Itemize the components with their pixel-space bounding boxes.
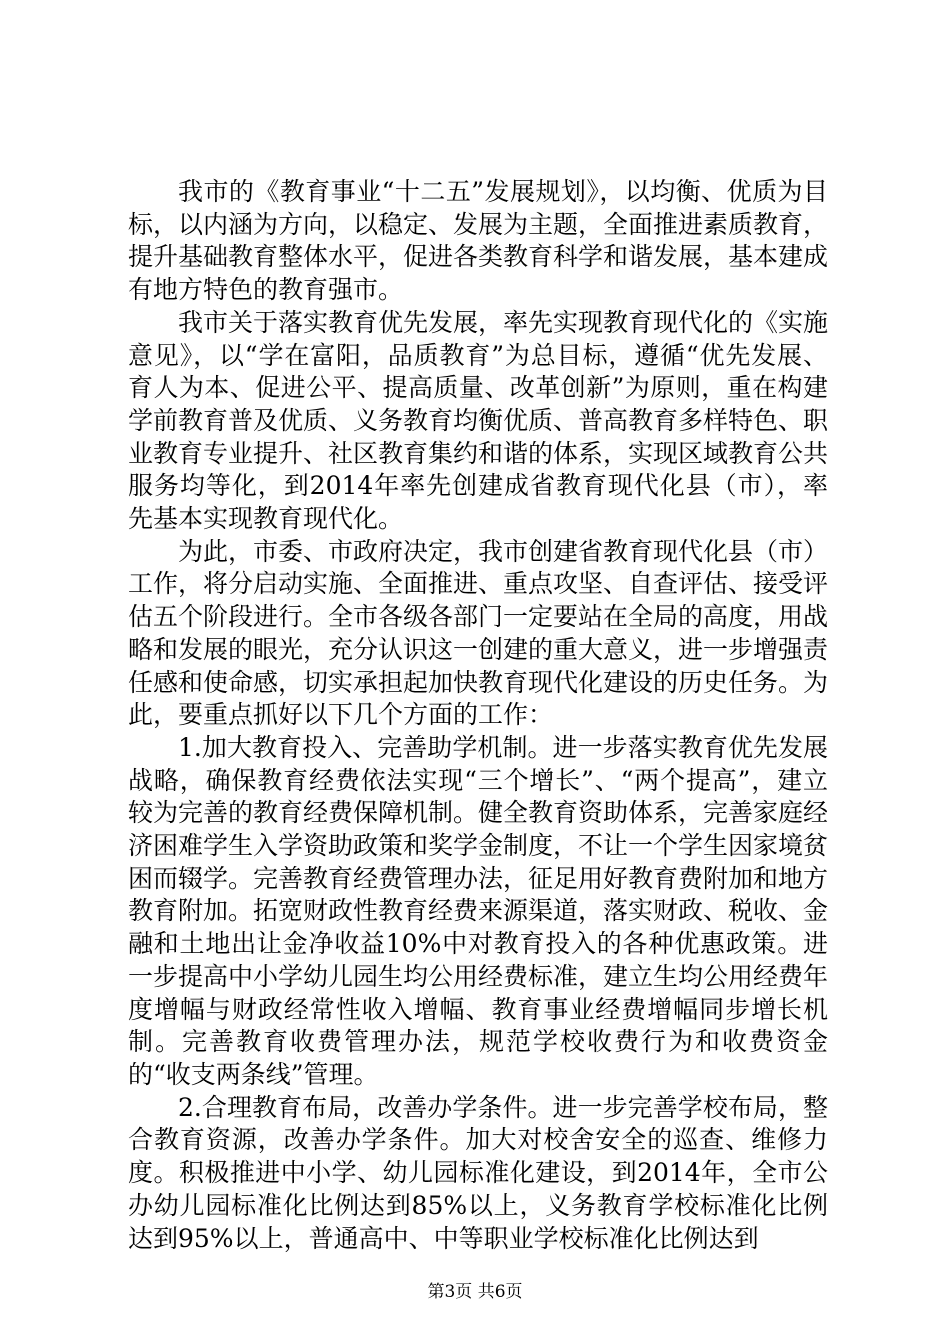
paragraph-1: 我市的《教育事业“十二五”发展规划》，以均衡、优质为目标，以内涵为方向，以稳定、发展为主题，全面推进素质教育，提升基础教育整体水平，促进各类教育科学和谐发展，基本建成有地方特色的教育强市。 xyxy=(128,177,829,305)
paragraph-2: 我市关于落实教育优先发展，率先实现教育现代化的《实施意见》，以“学在富阳，品质教育”为总目标，遵循“优先发展、育人为本、促进公平、提高质量、改革创新”为原则，重在构建学前教育普及优质、义务教育均衡优质、普高教育多样特色、职业教育专业提升、社区教育集约和谐的体系，实现区域教育公共服务均等化，到2014年率先创建成省教育现代化县（市），率先基本实现教育现代化。 xyxy=(128,307,829,534)
page-footer: 第3页 共6页 xyxy=(427,1282,523,1302)
paragraph-5: 2.合理教育布局，改善办学条件。进一步完善学校布局，整合教育资源，改善办学条件。加大对校舍安全的巡查、维修力度。积极推进中小学、幼儿园标准化建设，到2014年，全市公办幼儿园标准化比例达到85%以上，义务教育学校标准化比例达到95%以上，普通高中、中等职业学校标准化比例达到 xyxy=(128,1092,828,1253)
document-body xyxy=(128,176,828,1255)
paragraph-4: 1.加大教育投入、完善助学机制。进一步落实教育优先发展战略，确保教育经费依法实现“三个增长”、“两个提高”，建立较为完善的教育经费保障机制。健全教育资助体系，完善家庭经济困难学生入学资助政策和奖学金制度，不让一个学生因家境贫困而辍学。完善教育经费管理办法，征足用好教育费附加和地方教育附加。拓宽财政性教育经费来源渠道，落实财政、税收、金融和土地出让金净收益10%中对教育投入的各种优惠政策。进一步提高中小学幼儿园生均公用经费标准，建立生均公用经费年度增幅与财政经常性收入增幅、教育事业经费增幅同步增长机制。完善教育收费管理办法，规范学校收费行为和收费资金的“收支两条线”管理。 xyxy=(128,732,829,1089)
paragraph-3: 为此，市委、市政府决定，我市创建省教育现代化县（市）工作，将分启动实施、全面推进、重点攻坚、自查评估、接受评估五个阶段进行。全市各级各部门一定要站在全局的高度，用战略和发展的眼光，充分认识这一创建的重大意义，进一步增强责任感和使命感，切实承担起加快教育现代化建设的历史任务。为此，要重点抓好以下几个方面的工作： xyxy=(128,536,829,730)
